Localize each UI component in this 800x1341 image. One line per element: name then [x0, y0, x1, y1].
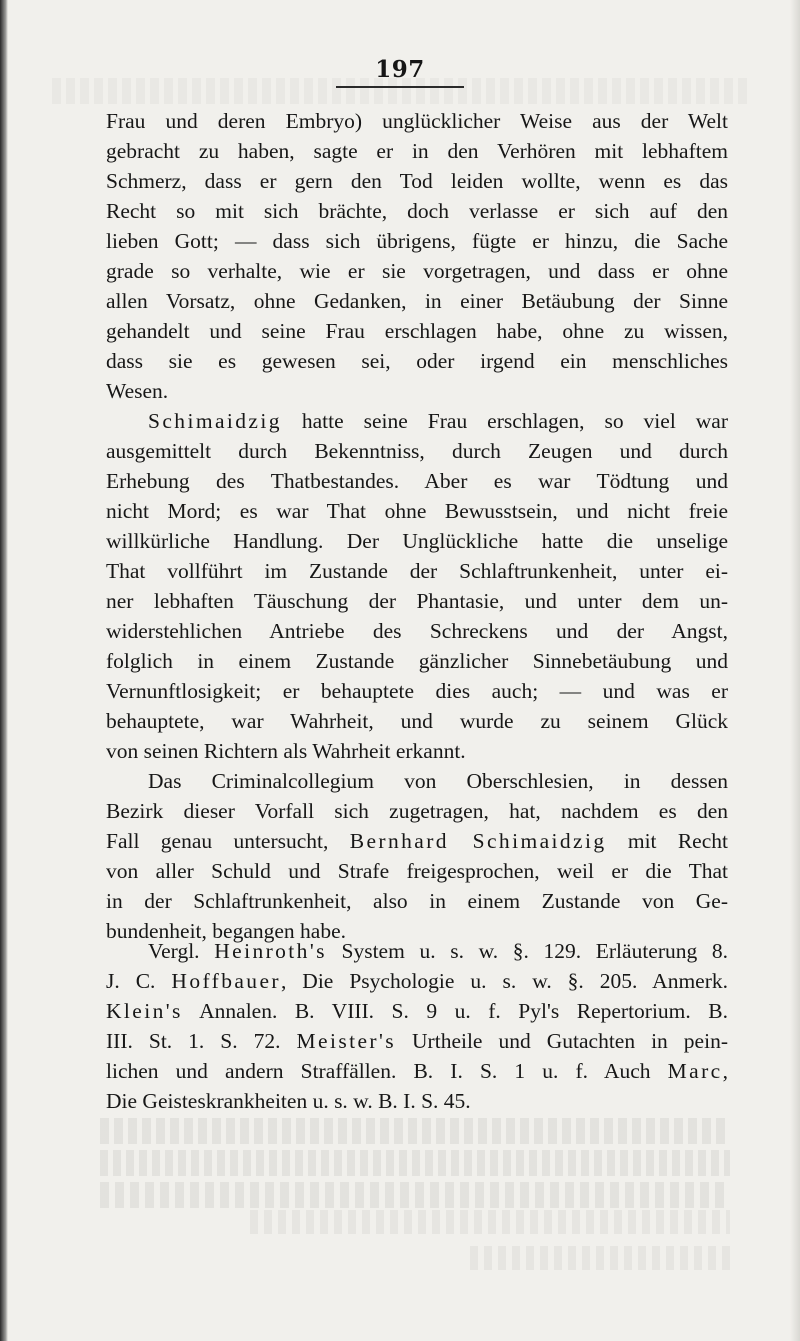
spaced-name: Schimaidzig: [148, 409, 282, 433]
spaced-name: Meister's: [296, 1029, 397, 1053]
text-line: nicht Mord; es war That ohne Bewusstsein, und nicht freie: [106, 499, 728, 523]
text-line: [148, 936, 728, 966]
text-line: allen Vorsatz, ohne Gedanken, in einer Betäubung der Sinne: [106, 289, 728, 313]
text-run: System u. s. w. §. 129. Erläuterung 8.: [326, 939, 729, 963]
text-line: [106, 1026, 728, 1056]
text-run: Annalen. B. VIII. S. 9 u. f. Pyl's Repertorium. B.: [182, 999, 728, 1023]
text-run: Urtheile und Gutachten in pein-: [396, 1029, 728, 1053]
text-line: [106, 1056, 728, 1086]
text-line: [106, 826, 728, 856]
bleed-through-5: [250, 1210, 730, 1234]
text-run: Vergl.: [148, 939, 215, 963]
page-number-rule: [336, 86, 464, 88]
text-run: ,: [722, 1059, 728, 1083]
text-run: III. St. 1. S. 72.: [106, 1029, 297, 1053]
text-line: gehandelt und seine Frau erschlagen habe, ohne zu wissen,: [106, 319, 728, 343]
spaced-name: Bernhard Schimaidzig: [349, 829, 607, 853]
text-line: behauptete, war Wahrheit, und wurde zu seinem Glück: [106, 709, 728, 733]
text-line: gebracht zu haben, sagte er in den Verhören mit lebhaftem: [106, 139, 728, 163]
page-number: 197: [375, 56, 425, 83]
text-line: folglich in einem Zustande gänzlicher Sinnebetäubung und: [106, 649, 728, 673]
text-run: J. C.: [106, 969, 172, 993]
text-line: grade so verhalte, wie er sie vorgetragen, und dass er ohne: [106, 259, 728, 283]
text-line: Frau und deren Embryo) unglücklicher Weise aus der Welt: [106, 109, 728, 133]
bleed-through-2: [100, 1118, 730, 1144]
text-line: Das Criminalcollegium von Oberschlesien, in dessen: [148, 769, 728, 793]
text-line: Recht so mit sich brächte, doch verlasse er sich auf den: [106, 199, 728, 223]
text-run: , Die Psychologie u. s. w. §. 205. Anmerk.: [280, 969, 728, 993]
bleed-through-4: [100, 1182, 730, 1208]
text-line: dass sie es gewesen sei, oder irgend ein menschliches: [106, 349, 728, 373]
text-line: in der Schlaftrunkenheit, also in einem Zustande von Ge-: [106, 889, 728, 913]
spaced-name: Heinroth's: [214, 939, 327, 963]
bleed-through-3: [100, 1150, 730, 1176]
bleed-through-6: [470, 1246, 730, 1270]
text-line: willkürliche Handlung. Der Unglückliche hatte die unselige: [106, 529, 728, 553]
spaced-name: Klein's: [106, 999, 183, 1023]
text-run: lichen und andern Straffällen. B. I. S. 1 u. f. Auch: [106, 1059, 668, 1083]
text-line: [106, 966, 728, 996]
text-run: Fall genau untersucht,: [106, 829, 350, 853]
text-line: Wesen.: [106, 379, 169, 403]
text-run: mit Recht: [606, 829, 728, 853]
text-line: Die Geisteskrankheiten u. s. w. B. I. S. 45.: [106, 1089, 471, 1113]
text-run: hatte seine Frau erschlagen, so viel war: [281, 409, 728, 433]
text-line: [148, 406, 728, 436]
text-line: That vollführt im Zustande der Schlaftrunkenheit, unter ei-: [106, 559, 728, 583]
text-line: Schmerz, dass er gern den Tod leiden wollte, wenn es das: [106, 169, 728, 193]
text-line: bundenheit, begangen habe.: [106, 919, 346, 943]
text-line: widerstehlichen Antriebe des Schreckens und der Angst,: [106, 619, 728, 643]
text-line: Vernunftlosigkeit; er behauptete dies auch; — und was er: [106, 679, 728, 703]
text-line: ner lebhaften Täuschung der Phantasie, und unter dem un-: [106, 589, 728, 613]
text-line: ausgemittelt durch Bekenntniss, durch Zeugen und durch: [106, 439, 728, 463]
text-line: von aller Schuld und Strafe freigesprochen, weil er die That: [106, 859, 728, 883]
text-line: Bezirk dieser Vorfall sich zugetragen, hat, nachdem es den: [106, 799, 728, 823]
spaced-name: Marc: [667, 1059, 723, 1083]
text-line: lieben Gott; — dass sich übrigens, fügte er hinzu, die Sache: [106, 229, 728, 253]
text-line: [106, 996, 728, 1026]
spaced-name: Hoffbauer: [171, 969, 281, 993]
text-line: von seinen Richtern als Wahrheit erkannt.: [106, 739, 466, 763]
text-line: Erhebung des Thatbestandes. Aber es war Tödtung und: [106, 469, 728, 493]
